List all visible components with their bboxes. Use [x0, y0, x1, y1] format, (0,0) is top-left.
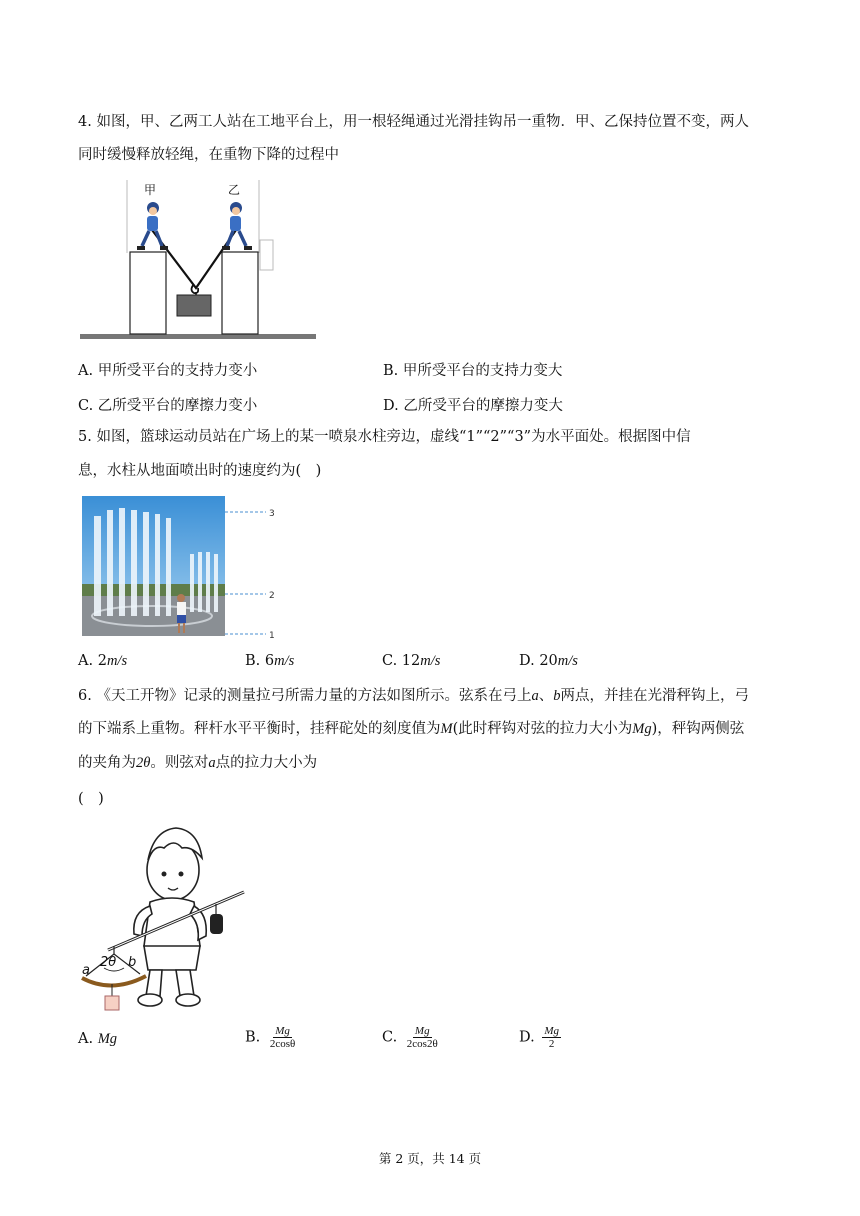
q4-option-c[interactable]: C. 乙所受平台的摩擦力变小	[78, 398, 258, 414]
q5-figure	[80, 494, 280, 640]
label-b: b	[128, 955, 137, 970]
boy-figure-icon	[134, 828, 206, 1006]
q4-figure	[78, 178, 318, 344]
q6-option-d[interactable]: D. $\frac{Mg}{2}$	[519, 1025, 559, 1050]
worker-left-icon	[137, 202, 168, 250]
label-a: a	[82, 963, 90, 978]
page-footer: 第 2 页，共 14 页	[378, 1151, 482, 1166]
q6-stem-line1: 6. 《天工开物》记录的测量拉弓所需力量的方法如图所示。弦系在弓上a、b两点，并挂在光滑秤钩上，弓	[78, 688, 749, 704]
q5-stem-line1: 5. 如图，篮球运动员站在广场上的某一喷泉水柱旁边，虚线“1”“2”“3”为水平面处。根据图中信	[78, 429, 691, 445]
label-jia: 甲	[144, 183, 157, 197]
counterweight-icon	[210, 914, 223, 934]
q5-option-d[interactable]: D. 20m/s	[519, 653, 578, 669]
q6-option-c[interactable]: C. $\frac{Mg}{2\cos 2\theta}$	[382, 1025, 438, 1050]
level-3-label: 3	[269, 509, 275, 519]
level-1-label: 1	[269, 631, 275, 640]
label-yi: 乙	[228, 183, 241, 197]
q4-option-b[interactable]: B. 甲所受平台的支持力变大	[383, 363, 563, 379]
q6-option-b[interactable]: B. $\frac{Mg}{2\cos\theta}$	[245, 1025, 296, 1050]
q4-option-a[interactable]: A. 甲所受平台的支持力变小	[78, 363, 258, 379]
label-angle: 2θ	[100, 955, 117, 970]
q4-stem-line2: 同时缓慢释放轻绳，在重物下降的过程中	[78, 147, 339, 163]
level-2-label: 2	[269, 591, 275, 601]
hanging-weight-icon	[105, 996, 119, 1010]
q5-option-a[interactable]: A. 2m/s	[78, 653, 128, 669]
q5-option-b[interactable]: B. 6m/s	[245, 653, 295, 669]
worker-right-icon	[222, 202, 252, 250]
q4-stem-line1: 4. 如图，甲、乙两工人站在工地平台上，用一根轻绳通过光滑挂钩吊一重物．甲、乙保持位置不变，两人	[78, 114, 749, 130]
q6-stem-line2: 的下端系上重物。秤杆水平平衡时，挂秤砣处的刻度值为M(此时秤钩对弦的拉力大小为Mg)，秤钩两侧弦	[78, 721, 745, 737]
q5-stem-line2: 息，水柱从地面喷出时的速度约为( )	[78, 463, 322, 479]
q6-stem-line3: 的夹角为2θ。则弦对a点的拉力大小为	[78, 755, 318, 771]
q6-figure	[78, 818, 258, 1016]
q6-option-a[interactable]: A. Mg	[78, 1031, 118, 1047]
q4-option-d[interactable]: D. 乙所受平台的摩擦力变大	[383, 398, 563, 414]
q5-option-c[interactable]: C. 12m/s	[382, 653, 441, 669]
q6-answer-paren: ( )	[78, 791, 104, 807]
